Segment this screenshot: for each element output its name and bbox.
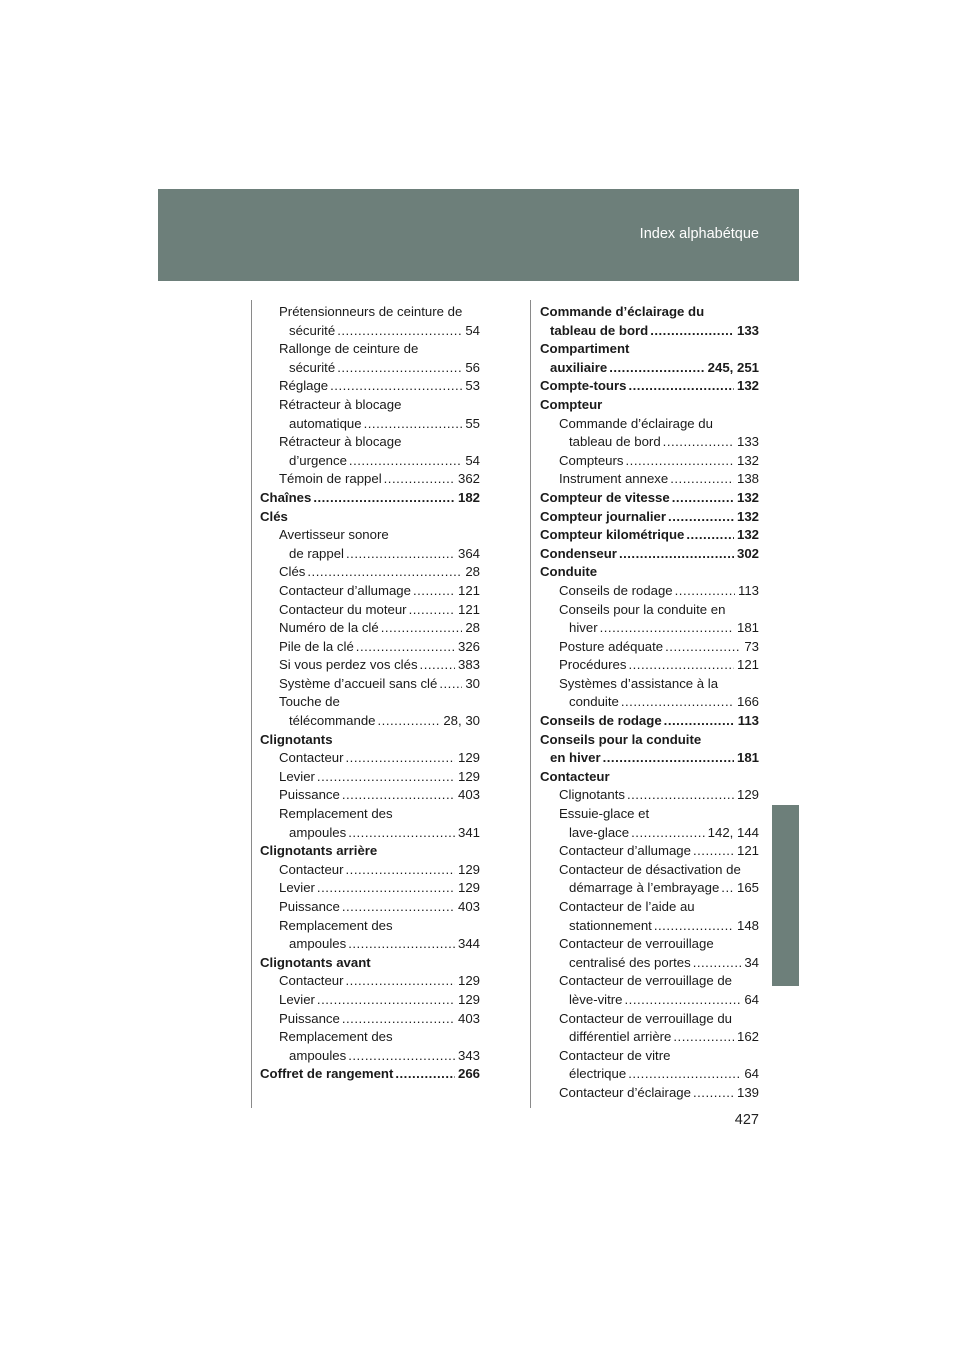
page-reference[interactable]: 121 xyxy=(457,582,480,598)
dot-leader xyxy=(348,824,455,843)
index-term: Remplacement des xyxy=(279,1029,393,1045)
page-reference[interactable]: 403 xyxy=(457,787,480,803)
index-heading xyxy=(260,954,480,973)
dot-leader xyxy=(627,786,734,805)
index-term: Compartiment xyxy=(540,341,630,357)
index-term: auxiliaire xyxy=(550,359,608,375)
index-term: ampoules xyxy=(289,1047,347,1063)
index-term: sécurité xyxy=(289,359,336,375)
index-entry xyxy=(540,749,759,768)
index-term: Numéro de la clé xyxy=(279,620,379,636)
index-term: tableau de bord xyxy=(550,322,649,338)
page-reference[interactable]: 28 xyxy=(465,620,480,636)
dot-leader xyxy=(686,526,734,545)
index-heading xyxy=(540,415,759,434)
index-column-right xyxy=(540,303,759,1103)
index-entry xyxy=(260,675,480,694)
index-heading xyxy=(260,433,480,452)
index-heading xyxy=(540,1010,759,1029)
index-term: d’urgence xyxy=(289,452,347,468)
index-term: conduite xyxy=(569,694,619,710)
index-term: Conseils de rodage xyxy=(559,582,673,598)
page-reference[interactable]: 362 xyxy=(457,471,480,487)
index-term: Rétracteur à blocage xyxy=(279,434,402,450)
index-heading xyxy=(540,303,759,322)
dot-leader xyxy=(356,638,455,657)
page-reference[interactable]: 54 xyxy=(465,452,480,468)
index-entry xyxy=(260,470,480,489)
dot-leader xyxy=(313,489,455,508)
dot-leader xyxy=(409,601,455,620)
page-reference[interactable]: 182 xyxy=(457,489,480,505)
index-heading xyxy=(260,396,480,415)
index-term: Levier xyxy=(279,880,315,896)
dot-leader xyxy=(346,749,455,768)
index-term: Contacteur de verrouillage de xyxy=(559,973,733,989)
page-reference[interactable]: 53 xyxy=(465,378,480,394)
index-term: Condenseur xyxy=(540,545,617,561)
index-entry xyxy=(540,619,759,638)
page-reference[interactable]: 73 xyxy=(744,638,759,654)
index-term: Contacteur d’allumage xyxy=(559,843,691,859)
index-term: Puissance xyxy=(279,899,340,914)
page-reference[interactable]: 181 xyxy=(736,620,759,636)
dot-leader xyxy=(381,619,463,638)
index-term: Contacteur du moteur xyxy=(279,601,407,617)
page-reference[interactable]: 129 xyxy=(457,973,480,989)
index-term: Contacteur d’éclairage xyxy=(559,1084,691,1100)
dot-leader xyxy=(625,991,742,1010)
index-entry xyxy=(540,452,759,471)
index-entry xyxy=(540,879,759,898)
index-heading xyxy=(260,526,480,545)
index-entry xyxy=(260,712,480,731)
dot-leader xyxy=(337,359,462,378)
dot-leader xyxy=(600,619,734,638)
page-reference[interactable]: 148 xyxy=(736,917,759,933)
index-entry xyxy=(540,377,759,396)
index-entry xyxy=(260,322,480,341)
dot-leader xyxy=(665,638,741,657)
dot-leader xyxy=(693,842,734,861)
index-entry xyxy=(260,749,480,768)
index-heading xyxy=(540,1047,759,1066)
left-column-rule xyxy=(251,300,252,1108)
index-term: automatique xyxy=(289,415,362,431)
index-term: Contacteur xyxy=(279,973,344,989)
page-reference[interactable]: 162 xyxy=(736,1029,759,1045)
page-reference[interactable]: 139 xyxy=(736,1084,759,1100)
dot-leader xyxy=(721,879,734,898)
index-term: Conduite xyxy=(540,564,598,580)
index-term: Rallonge de ceinture de xyxy=(279,341,419,357)
dot-leader xyxy=(413,582,455,601)
index-term: Systèmes d’assistance à la xyxy=(559,675,719,691)
page-reference[interactable]: 129 xyxy=(457,861,480,877)
index-heading xyxy=(540,396,759,415)
page-reference[interactable]: 132 xyxy=(736,452,759,468)
index-heading xyxy=(260,917,480,936)
index-heading xyxy=(540,340,759,359)
index-heading xyxy=(540,861,759,880)
index-term: Remplacement des xyxy=(279,917,393,933)
dot-leader xyxy=(378,712,441,731)
dot-leader xyxy=(342,1010,455,1029)
page-reference[interactable]: 138 xyxy=(736,471,759,487)
index-term: Contacteur de vitre xyxy=(559,1047,671,1063)
dot-leader xyxy=(628,656,734,675)
index-heading xyxy=(540,675,759,694)
page-number: 427 xyxy=(734,1112,759,1128)
index-entry xyxy=(260,638,480,657)
index-term: Clignotants xyxy=(559,787,625,803)
index-entry xyxy=(540,954,759,973)
index-column-left xyxy=(260,303,480,1084)
index-term: Contacteur de verrouillage xyxy=(559,936,714,952)
page-reference[interactable]: 64 xyxy=(744,1066,759,1082)
index-entry xyxy=(540,1028,759,1047)
index-entry xyxy=(260,824,480,843)
dot-leader xyxy=(663,433,734,452)
index-entry xyxy=(540,470,759,489)
index-heading xyxy=(540,805,759,824)
index-term: lave-glace xyxy=(569,824,630,840)
dot-leader xyxy=(631,824,705,843)
index-entry xyxy=(540,638,759,657)
index-term: sécurité xyxy=(289,322,336,338)
index-term: électrique xyxy=(569,1066,627,1082)
index-entry xyxy=(540,693,759,712)
index-term: différentiel arrière xyxy=(569,1029,672,1045)
index-entry xyxy=(260,619,480,638)
page-reference[interactable]: 383 xyxy=(457,657,480,673)
index-term: lève-vitre xyxy=(569,991,623,1007)
dot-leader xyxy=(439,675,462,694)
page-reference[interactable]: 403 xyxy=(457,899,480,914)
index-heading xyxy=(540,972,759,991)
page-reference[interactable]: 64 xyxy=(744,991,759,1007)
index-term: Contacteur xyxy=(540,768,610,784)
index-term: Instrument annexe xyxy=(559,471,669,487)
index-term: Clés xyxy=(260,508,288,524)
index-term: en hiver xyxy=(550,750,601,766)
index-entry xyxy=(540,656,759,675)
page-reference[interactable]: 28, 30 xyxy=(443,713,480,729)
page-reference[interactable]: 343 xyxy=(457,1047,480,1063)
dot-leader xyxy=(330,377,462,396)
index-entry xyxy=(540,786,759,805)
page-reference[interactable]: 113 xyxy=(737,582,759,598)
page-reference[interactable]: 132 xyxy=(736,527,759,543)
dot-leader xyxy=(346,972,455,991)
index-term: Contacteur de désactivation de xyxy=(559,861,741,877)
index-entry xyxy=(260,656,480,675)
page-reference[interactable]: 113 xyxy=(737,713,759,729)
page-reference[interactable]: 165 xyxy=(736,880,759,896)
index-entry xyxy=(260,1047,480,1066)
index-term: Compteur de vitesse xyxy=(540,489,670,505)
page-reference[interactable]: 142, 144 xyxy=(707,824,759,840)
index-term: démarrage à l’embrayage xyxy=(569,880,720,896)
dot-leader xyxy=(668,508,734,527)
index-term: Clignotants xyxy=(260,731,333,747)
index-term: Système d’accueil sans clé xyxy=(279,675,438,691)
index-term: ampoules xyxy=(289,824,347,840)
index-entry xyxy=(260,415,480,434)
index-entry xyxy=(260,861,480,880)
index-term: Conseils pour la conduite xyxy=(540,731,702,747)
page-reference[interactable]: 245, 251 xyxy=(707,359,759,375)
index-term: Clignotants avant xyxy=(260,954,371,970)
index-term: Levier xyxy=(279,991,315,1007)
dot-leader xyxy=(420,656,455,675)
index-entry xyxy=(260,359,480,378)
page-reference[interactable]: 121 xyxy=(457,601,480,617)
index-entry xyxy=(260,879,480,898)
page-reference[interactable]: 55 xyxy=(465,415,480,431)
index-entry xyxy=(260,601,480,620)
page-reference[interactable]: 129 xyxy=(457,880,480,896)
index-term: Pile de la clé xyxy=(279,638,354,654)
index-term: Contacteur xyxy=(279,861,344,877)
page-reference[interactable]: 129 xyxy=(457,750,480,766)
index-entry xyxy=(260,1065,480,1084)
dot-leader xyxy=(317,768,455,787)
index-entry xyxy=(260,898,480,917)
index-term: Procédures xyxy=(559,657,627,673)
index-term: Contacteur de l’aide au xyxy=(559,899,695,914)
page-reference[interactable]: 132 xyxy=(736,508,759,524)
page-reference[interactable]: 129 xyxy=(736,787,759,803)
index-term: Commande d’éclairage du xyxy=(540,304,705,319)
dot-leader xyxy=(348,1047,455,1066)
dot-leader xyxy=(628,377,734,396)
page-reference[interactable]: 341 xyxy=(457,824,480,840)
dot-leader xyxy=(672,489,734,508)
index-term: Clignotants arrière xyxy=(260,843,378,859)
index-entry xyxy=(540,545,759,564)
index-term: Coffret de rangement xyxy=(260,1066,394,1082)
index-entry xyxy=(540,433,759,452)
index-term: tableau de bord xyxy=(569,434,661,450)
page-reference[interactable]: 121 xyxy=(736,657,759,673)
dot-leader xyxy=(307,563,462,582)
index-entry xyxy=(260,545,480,564)
index-term: Remplacement des xyxy=(279,806,393,822)
index-term: Commande d’éclairage du xyxy=(559,415,713,431)
index-term: Rétracteur à blocage xyxy=(279,396,402,412)
index-entry xyxy=(540,508,759,527)
index-entry xyxy=(260,972,480,991)
index-entry xyxy=(540,582,759,601)
page-reference[interactable]: 364 xyxy=(457,545,480,561)
index-term: Compte-tours xyxy=(540,378,627,394)
page-reference[interactable]: 326 xyxy=(457,638,480,654)
index-term: Si vous perdez vos clés xyxy=(279,657,418,673)
page-reference[interactable]: 34 xyxy=(744,954,759,970)
dot-leader xyxy=(364,415,463,434)
index-term: Compteur journalier xyxy=(540,508,667,524)
page-reference[interactable]: 129 xyxy=(457,991,480,1007)
index-heading xyxy=(260,805,480,824)
page-reference[interactable]: 344 xyxy=(457,936,480,952)
dot-leader xyxy=(626,452,734,471)
page-reference[interactable]: 266 xyxy=(457,1066,480,1082)
dot-leader xyxy=(673,1028,734,1047)
index-term: Contacteur de verrouillage du xyxy=(559,1010,733,1026)
index-heading xyxy=(260,340,480,359)
index-term: Conseils pour la conduite en xyxy=(559,601,726,617)
dot-leader xyxy=(342,898,455,917)
index-term: Réglage xyxy=(279,378,329,394)
index-entry xyxy=(260,489,480,508)
dot-leader xyxy=(348,935,455,954)
index-term: Compteur xyxy=(540,396,603,412)
header-band xyxy=(158,189,799,281)
index-entry xyxy=(540,991,759,1010)
page-reference[interactable]: 302 xyxy=(736,545,759,561)
index-heading xyxy=(540,601,759,620)
index-entry xyxy=(540,1084,759,1103)
dot-leader xyxy=(603,749,734,768)
page-reference[interactable]: 54 xyxy=(465,322,480,338)
dot-leader xyxy=(395,1065,455,1084)
page-reference[interactable]: 132 xyxy=(736,378,759,394)
dot-leader xyxy=(342,786,455,805)
index-term: Clés xyxy=(279,564,306,580)
index-term: hiver xyxy=(569,620,598,636)
index-term: Témoin de rappel xyxy=(279,471,382,487)
page-reference[interactable]: 181 xyxy=(736,750,759,766)
page-reference[interactable]: 166 xyxy=(736,694,759,710)
dot-leader xyxy=(628,1065,741,1084)
index-entry xyxy=(260,377,480,396)
index-term: Avertisseur sonore xyxy=(279,527,389,543)
index-term: centralisé des portes xyxy=(569,954,691,970)
index-term: stationnement xyxy=(569,917,652,933)
index-term: Contacteur xyxy=(279,750,344,766)
index-entry xyxy=(540,1065,759,1084)
index-heading xyxy=(260,693,480,712)
index-entry xyxy=(540,359,759,378)
dot-leader xyxy=(619,545,734,564)
side-thumb-tab xyxy=(772,805,799,986)
dot-leader xyxy=(337,322,462,341)
index-entry xyxy=(540,322,759,341)
dot-leader xyxy=(317,991,455,1010)
index-term: télécommande xyxy=(289,713,376,729)
dot-leader xyxy=(664,712,735,731)
dot-leader xyxy=(346,861,455,880)
index-entry xyxy=(540,917,759,936)
index-term: Puissance xyxy=(279,787,340,803)
index-entry xyxy=(260,452,480,471)
index-term: de rappel xyxy=(289,545,344,561)
index-term: Chaînes xyxy=(260,489,312,505)
index-entry xyxy=(260,991,480,1010)
index-term: Posture adéquate xyxy=(559,638,664,654)
index-heading xyxy=(260,508,480,527)
dot-leader xyxy=(654,917,734,936)
page-reference[interactable]: 121 xyxy=(736,843,759,859)
dot-leader xyxy=(349,452,462,471)
index-term: ampoules xyxy=(289,936,347,952)
dot-leader xyxy=(346,545,455,564)
index-heading xyxy=(540,898,759,917)
center-column-rule xyxy=(530,300,531,1108)
index-term: Compteur kilométrique xyxy=(540,527,685,543)
dot-leader xyxy=(693,1084,734,1103)
dot-leader xyxy=(317,879,455,898)
page-reference[interactable]: 28 xyxy=(465,564,480,580)
index-entry xyxy=(540,824,759,843)
page-reference[interactable]: 129 xyxy=(457,768,480,784)
index-entry xyxy=(260,1010,480,1029)
page-reference[interactable]: 133 xyxy=(736,322,759,338)
index-entry xyxy=(540,526,759,545)
index-entry xyxy=(260,935,480,954)
dot-leader xyxy=(621,693,734,712)
index-entry xyxy=(260,582,480,601)
dot-leader xyxy=(670,470,734,489)
page-reference[interactable]: 30 xyxy=(465,675,480,691)
index-term: Levier xyxy=(279,768,315,784)
index-term: Essuie-glace et xyxy=(559,806,650,822)
dot-leader xyxy=(675,582,735,601)
index-term: Prétensionneurs de ceinture de xyxy=(279,304,463,319)
dot-leader xyxy=(693,954,742,973)
index-entry xyxy=(260,768,480,787)
index-term: Contacteur d’allumage xyxy=(279,582,411,598)
dot-leader xyxy=(384,470,455,489)
index-entry xyxy=(260,563,480,582)
index-entry xyxy=(540,842,759,861)
index-term: Puissance xyxy=(279,1010,340,1026)
page-reference[interactable]: 56 xyxy=(465,359,480,375)
index-term: Touche de xyxy=(279,694,340,710)
index-entry xyxy=(260,786,480,805)
dot-leader xyxy=(609,359,704,378)
index-heading xyxy=(260,1028,480,1047)
page-reference[interactable]: 133 xyxy=(736,434,759,450)
page-reference[interactable]: 403 xyxy=(457,1010,480,1026)
section-title: Index alphabétque xyxy=(639,226,759,242)
index-term: Compteurs xyxy=(559,452,624,468)
index-term: Conseils de rodage xyxy=(540,713,662,729)
index-entry xyxy=(540,712,759,731)
index-heading xyxy=(540,768,759,787)
index-heading xyxy=(540,563,759,582)
index-entry xyxy=(540,489,759,508)
index-heading xyxy=(260,303,480,322)
dot-leader xyxy=(650,322,734,341)
index-heading xyxy=(260,842,480,861)
index-heading xyxy=(540,935,759,954)
index-heading xyxy=(260,731,480,750)
index-heading xyxy=(540,731,759,750)
page-reference[interactable]: 132 xyxy=(736,489,759,505)
